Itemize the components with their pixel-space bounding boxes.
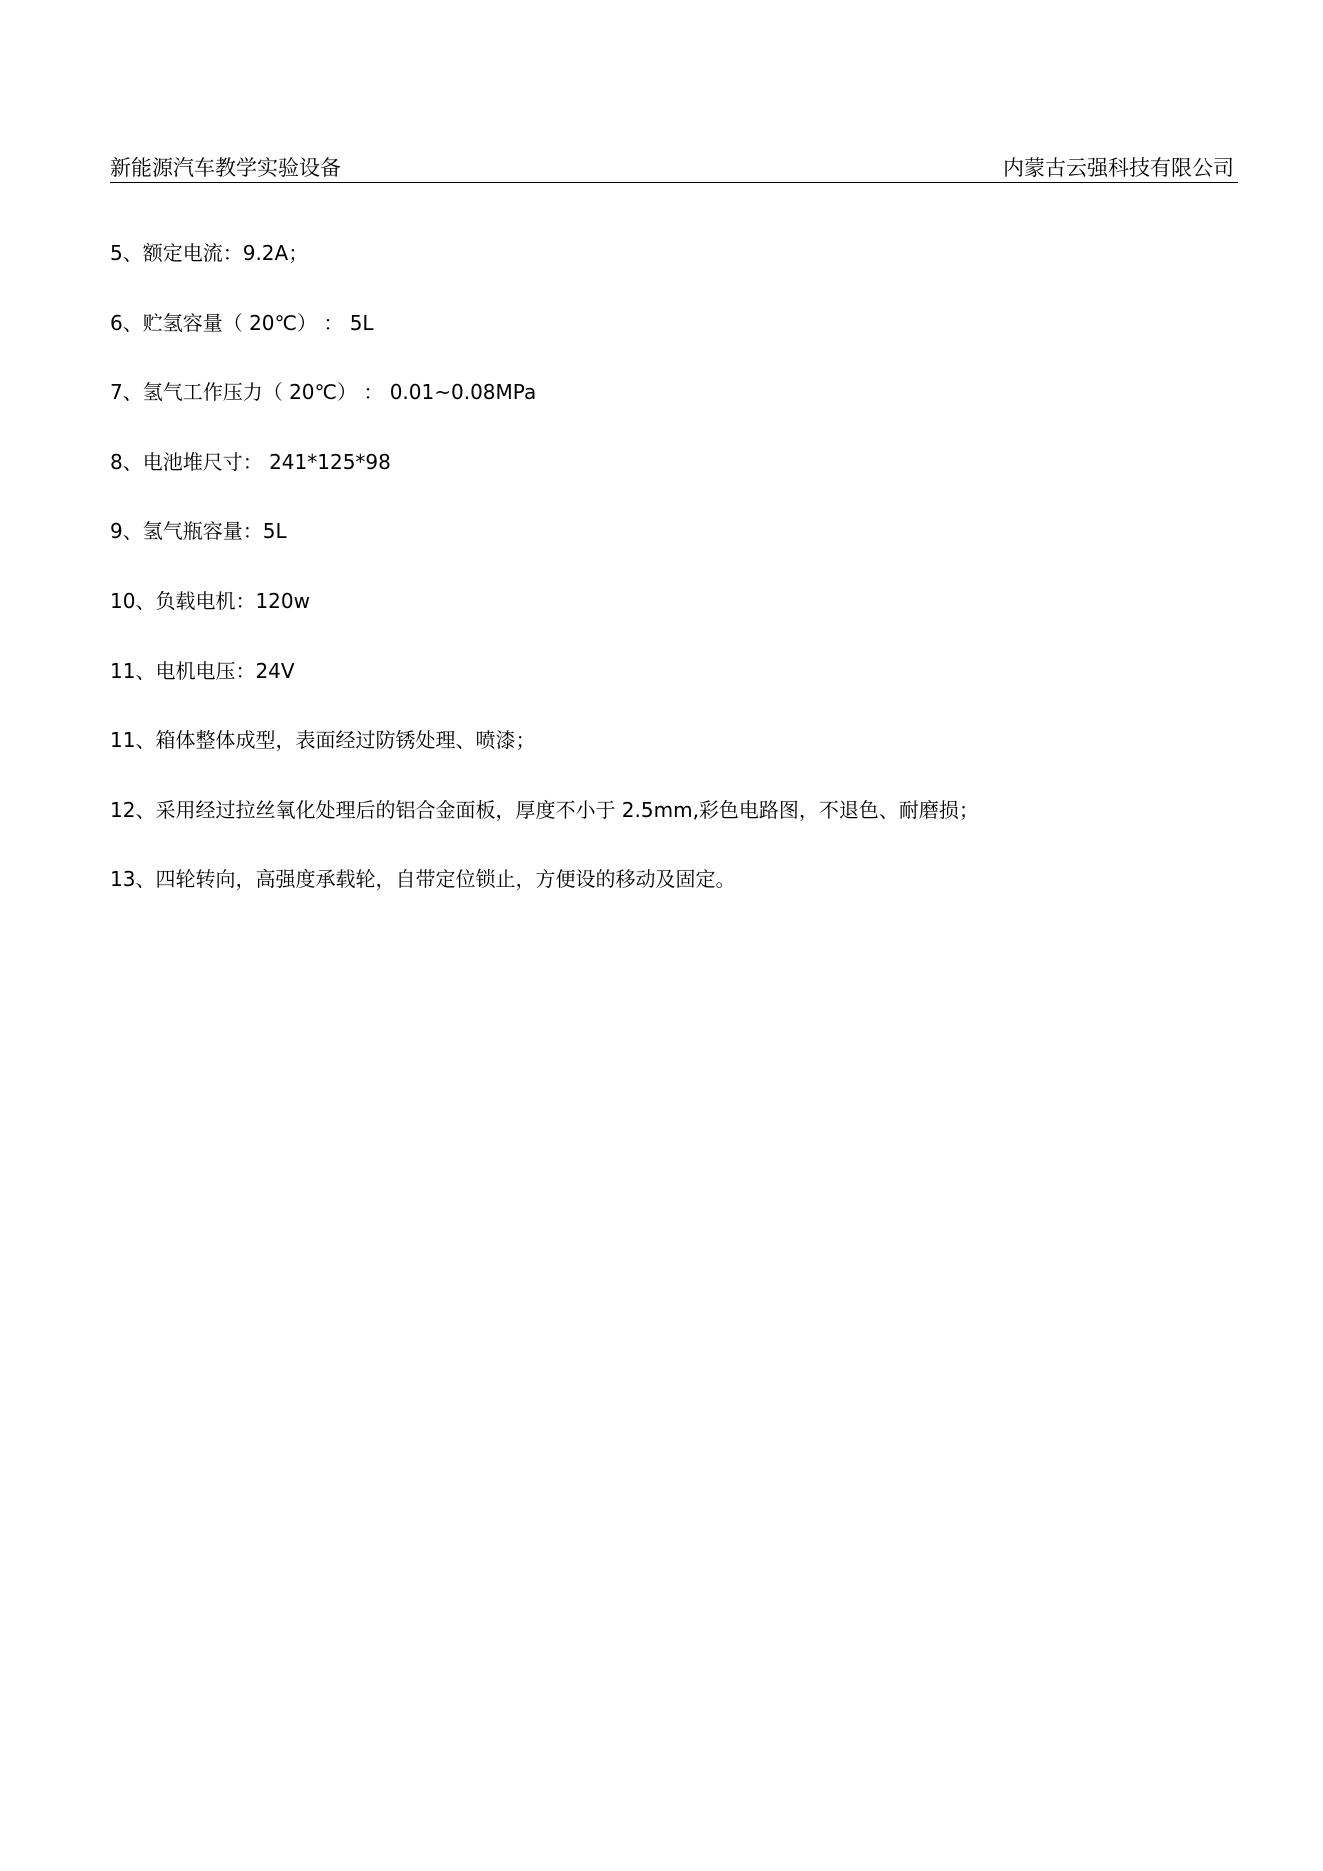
spec-item-rated-current: 5、额定电流：9.2A； [110,241,309,265]
spec-item-cabinet: 11、箱体整体成型，表面经过防锈处理、喷漆； [110,728,536,753]
spec-item-hydrogen-storage: 6、贮氢容量（ 20℃） ： 5L [110,310,374,335]
header-product-title: 新能源汽车教学实验设备 [110,156,341,180]
page-header [110,158,1238,183]
spec-item-wheels: 13、四轮转向，高强度承载轮，自带定位锁止，方便设的移动及固定。 [110,867,736,892]
spec-item-panel: 12、采用经过拉丝氧化处理后的铝合金面板，厚度不小于 2.5mm,彩色电路图，不退色、耐磨损； [110,797,979,822]
header-company-name: 内蒙古云强科技有限公司 [1003,156,1234,180]
spec-item-load-motor: 10、负载电机：120w [110,588,310,613]
spec-item-motor-voltage: 11、电机电压：24V [110,658,295,683]
spec-list [110,239,1250,935]
spec-item-hydrogen-pressure: 7、氢气工作压力（ 20℃） ： 0.01~0.08MPa [110,380,537,405]
spec-item-stack-size: 8、电池堆尺寸： 241*125*98 [110,449,391,474]
spec-item-cylinder-capacity: 9、氢气瓶容量：5L [110,519,287,544]
